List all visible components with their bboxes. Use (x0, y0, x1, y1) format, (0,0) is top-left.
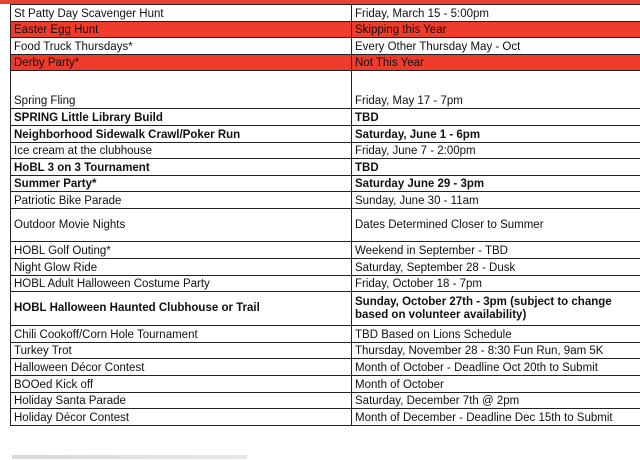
events-table-body (11, 5, 640, 426)
event-date-cell: Friday, June 7 - 2:00pm (352, 142, 640, 159)
event-date-cell: TBD Based on Lions Schedule (352, 326, 640, 343)
event-date-cell: Month of October (352, 376, 640, 393)
table-row (11, 175, 640, 192)
table-row (11, 21, 640, 38)
table-row (11, 192, 640, 209)
table-row (11, 125, 640, 142)
event-name-cell: Holiday Santa Parade (11, 392, 352, 409)
table-row (11, 208, 640, 242)
event-date-cell: Sunday, June 30 - 11am (352, 192, 640, 209)
table-row (11, 275, 640, 292)
event-name-cell: Summer Party* (11, 175, 352, 192)
event-name-cell: Patriotic Bike Parade (11, 192, 352, 209)
table-row (11, 71, 640, 109)
event-date-cell: Skipping this Year (352, 21, 640, 38)
event-name-cell: HOBL Halloween Haunted Clubhouse or Trail (11, 292, 352, 326)
event-date-cell: Saturday, June 1 - 6pm (352, 125, 640, 142)
table-row (11, 259, 640, 276)
table-row (11, 359, 640, 376)
event-name-cell: Neighborhood Sidewalk Crawl/Poker Run (11, 125, 352, 142)
event-date-cell: Month of December - Deadline Dec 15th to Submit (352, 409, 640, 426)
event-date-cell: Saturday, December 7th @ 2pm (352, 392, 640, 409)
table-row (11, 342, 640, 359)
table-row (11, 5, 640, 22)
table-row (11, 109, 640, 126)
event-date-cell: Dates Determined Closer to Summer (352, 208, 640, 242)
table-row (11, 409, 640, 426)
event-name-cell: Night Glow Ride (11, 259, 352, 276)
event-name-cell: HOBL Golf Outing* (11, 242, 352, 259)
event-date-cell: Weekend in September - TBD (352, 242, 640, 259)
event-date-cell: TBD (352, 109, 640, 126)
table-row (11, 392, 640, 409)
event-date-cell: Friday, October 18 - 7pm (352, 275, 640, 292)
event-date-cell: Month of October - Deadline Oct 20th to Submit (352, 359, 640, 376)
event-date-cell: TBD (352, 159, 640, 176)
event-name-cell: Spring Fling (11, 71, 352, 109)
event-name-cell: Derby Party* (11, 54, 352, 71)
table-row (11, 159, 640, 176)
event-date-cell: Sunday, October 27th - 3pm (subject to change based on volunteer availability) (352, 292, 640, 326)
events-schedule-table (10, 4, 640, 426)
event-name-cell: Food Truck Thursdays* (11, 38, 352, 55)
event-name-cell: Easter Egg Hunt (11, 21, 352, 38)
table-row (11, 292, 640, 326)
event-date-cell: Not This Year (352, 54, 640, 71)
event-name-cell: BOOed Kick off (11, 376, 352, 393)
event-name-cell: Outdoor Movie Nights (11, 208, 352, 242)
event-date-cell: Thursday, November 28 - 8:30 Fun Run, 9am 5K (352, 342, 640, 359)
event-date-cell: Friday, May 17 - 7pm (352, 71, 640, 109)
event-name-cell: Halloween Décor Contest (11, 359, 352, 376)
event-date-cell: Saturday June 29 - 3pm (352, 175, 640, 192)
event-name-cell: SPRING Little Library Build (11, 109, 352, 126)
event-name-cell: HOBL Adult Halloween Costume Party (11, 275, 352, 292)
event-date-cell: Saturday, September 28 - Dusk (352, 259, 640, 276)
faded-footer-text (12, 455, 247, 459)
table-row (11, 38, 640, 55)
event-date-cell: Every Other Thursday May - Oct (352, 38, 640, 55)
event-name-cell: Chili Cookoff/Corn Hole Tournament (11, 326, 352, 343)
table-row (11, 54, 640, 71)
event-name-cell: Ice cream at the clubhouse (11, 142, 352, 159)
event-name-cell: St Patty Day Scavenger Hunt (11, 5, 352, 22)
table-row (11, 242, 640, 259)
table-row (11, 326, 640, 343)
event-name-cell: HoBL 3 on 3 Tournament (11, 159, 352, 176)
event-name-cell: Holiday Décor Contest (11, 409, 352, 426)
event-date-cell: Friday, March 15 - 5:00pm (352, 5, 640, 22)
event-name-cell: Turkey Trot (11, 342, 352, 359)
table-row (11, 376, 640, 393)
table-row (11, 142, 640, 159)
